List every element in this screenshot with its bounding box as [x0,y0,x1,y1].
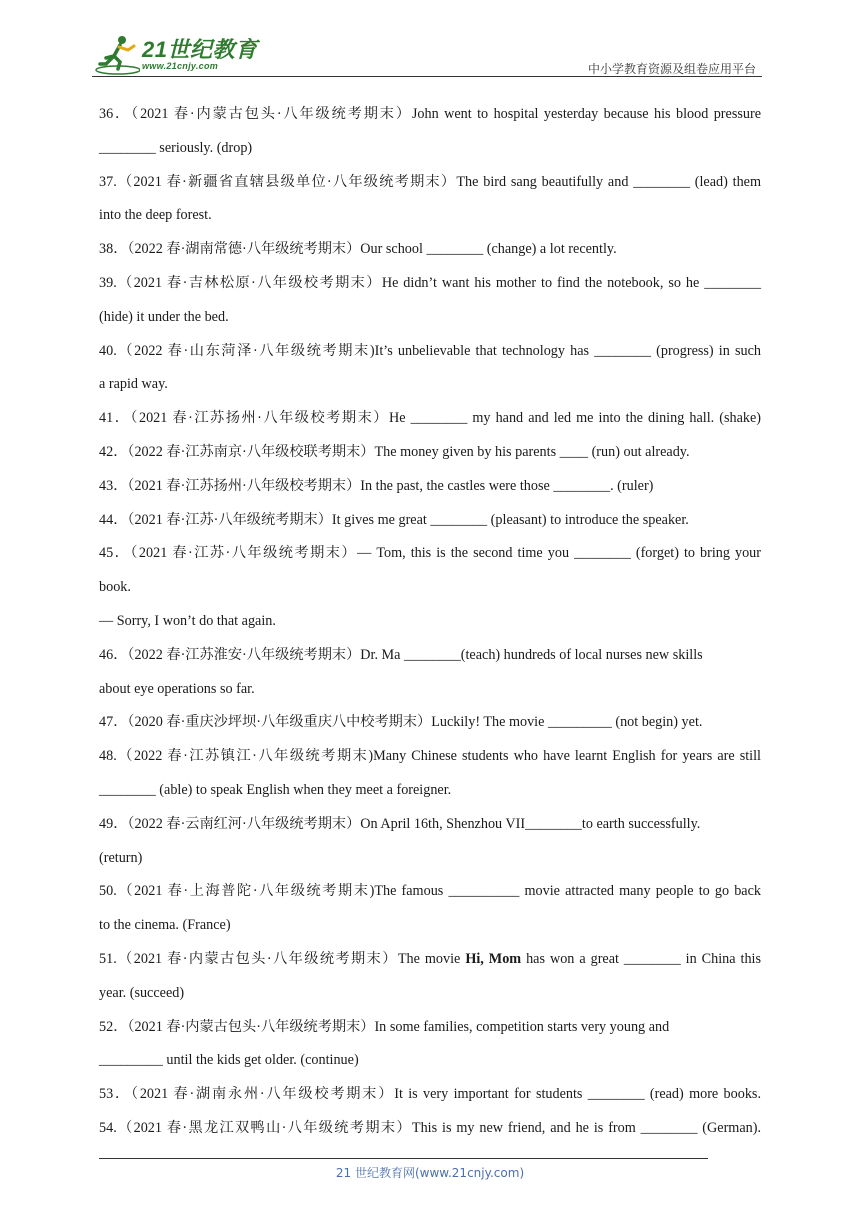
line-text: — Sorry, I won’t do that again. [99,612,276,629]
line-text: about eye operations so far. [99,680,255,697]
text-line [99,605,761,639]
text-line [99,537,761,571]
text-line [99,639,761,673]
line-text: 45．（2021 春·江苏·八年级统考期末）— Tom, this is the second time you ________ (forget) to bring your [99,545,761,562]
runner-logo-icon [92,34,140,76]
line-text: 37.（2021 春·新疆省直辖县级单位·八年级统考期末）The bird sang beautifully and ________ (lead) them [99,173,761,190]
text-line [99,808,761,842]
text-line [99,335,761,369]
logo [92,34,257,76]
text-line [99,740,761,774]
text-line [99,774,761,808]
text-line [99,909,761,943]
line-text: 52．（2021 春·内蒙古包头·八年级统考期末）In some families, competition starts very young and [99,1018,670,1035]
text-line [99,504,761,538]
text-line [99,1044,761,1078]
text-line [99,199,761,233]
line-text: 44．（2021 春·江苏·八年级统考期末）It gives me great ________ (pleasant) to introduce the speaker. [99,511,689,528]
text-line [99,470,761,504]
line-text: book. [99,579,131,596]
text-line [99,943,761,977]
text-line [99,571,761,605]
text-line [99,233,761,267]
text-line [99,706,761,740]
line-text: 39.（2021 春·吉林松原·八年级校考期末）He didn’t want his mother to find the notebook, so he ________ [99,274,761,291]
line-text: _________ until the kids get older. (continue) [99,1052,359,1069]
text-line [99,368,761,402]
page-footer: 21 世纪教育网(www.21cnjy.com) [335,1166,525,1180]
line-text: ________ (able) to speak English when they meet a foreigner. [99,781,452,798]
line-text: 42．（2022 春·江苏南京·八年级校联考期末）The money given by his parents ____ (run) out already. [99,443,690,460]
header-slogan: 中小学教育资源及组卷应用平台 [587,62,756,76]
line-text: 47．（2020 春·重庆沙坪坝·八年级重庆八中校考期末）Luckily! The movie _________ (not begin) yet. [99,714,703,731]
line-text: 36．（2021 春·内蒙古包头·八年级统考期末）John went to hospital yesterday because his blood pressure [99,106,761,122]
text-line [99,1011,761,1045]
text-line [99,673,761,707]
text-line [99,977,761,1011]
logo-url: www.21cnjy.com [142,61,219,71]
text-line [99,436,761,470]
line-text: 53．（2021 春·湖南永州·八年级校考期末）It is very important for students ________ (read) more books. [99,1086,761,1103]
line-text: 48.（2022 春·江苏镇江·八年级统考期末)Many Chinese students who have learnt English for years are still [99,748,761,765]
line-text: 43．（2021 春·江苏扬州·八年级校考期末）In the past, the castles were those ________. (ruler) [99,477,654,494]
line-text: 46．（2022 春·江苏淮安·八年级统考期末）Dr. Ma ________(teach) hundreds of local nurses new skills [99,646,703,663]
line-text: a rapid way. [99,376,168,393]
header-divider [92,76,762,77]
line-text: 41．（2021 春·江苏扬州·八年级校考期末）He ________ my hand and led me into the dining hall. (shake) [99,410,761,427]
page-header [92,30,762,78]
line-text: 50.（2021 春·上海普陀·八年级统考期末)The famous __________ movie attracted many people to go back [99,883,761,900]
text-line [99,842,761,876]
text-line [99,301,761,335]
line-text: (return) [99,849,143,866]
text-line [99,402,761,436]
line-text: into the deep forest. [99,207,212,224]
line-text-continued: has won a great ________ in China this [521,950,761,967]
text-line [99,166,761,200]
text-line [99,1112,761,1146]
text-line [99,132,761,166]
movie-title: Hi, Mom [465,950,522,967]
footer-divider [99,1158,708,1159]
text-line [99,267,761,301]
text-line [99,1078,761,1112]
line-text: 51.（2021 春·内蒙古包头·八年级统考期末）The movie [99,950,466,967]
logo-title: 21世纪教育 [142,37,258,62]
line-text: 40.（2022 春·山东菏泽·八年级统考期末)It’s unbelievable that technology has ________ (progress) in such [99,342,761,359]
line-text: ________ seriously. (drop) [99,139,253,156]
line-text: to the cinema. (France) [99,917,231,934]
text-line [99,875,761,909]
line-text: 49．（2022 春·云南红河·八年级统考期末）On April 16th, Shenzhou VII________to earth successfully. [99,815,701,832]
exercise-list [99,98,761,1146]
text-line [99,98,761,132]
line-text: 38．（2022 春·湖南常德·八年级统考期末）Our school ________ (change) a lot recently. [99,241,617,258]
line-text: (hide) it under the bed. [99,308,229,325]
line-text: 54.（2021 春·黑龙江双鸭山·八年级统考期末）This is my new friend, and he is from ________ (German). [99,1119,761,1136]
line-text: year. (succeed) [99,984,185,1001]
